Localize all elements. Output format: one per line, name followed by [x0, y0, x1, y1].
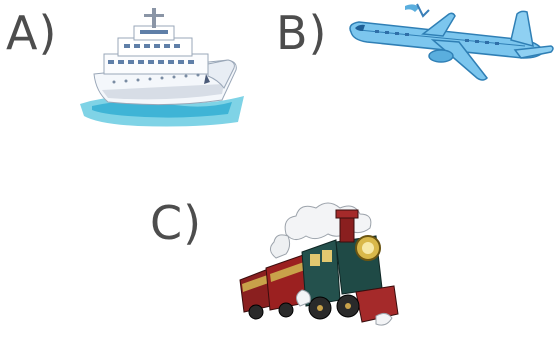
steam-train-picture[interactable]: [236, 196, 400, 336]
option-b-label: B): [276, 6, 328, 60]
option-c-label: C): [150, 196, 203, 250]
airplane-picture[interactable]: [345, 0, 557, 84]
ship-picture[interactable]: [78, 4, 246, 128]
option-a-label: A): [6, 6, 58, 60]
